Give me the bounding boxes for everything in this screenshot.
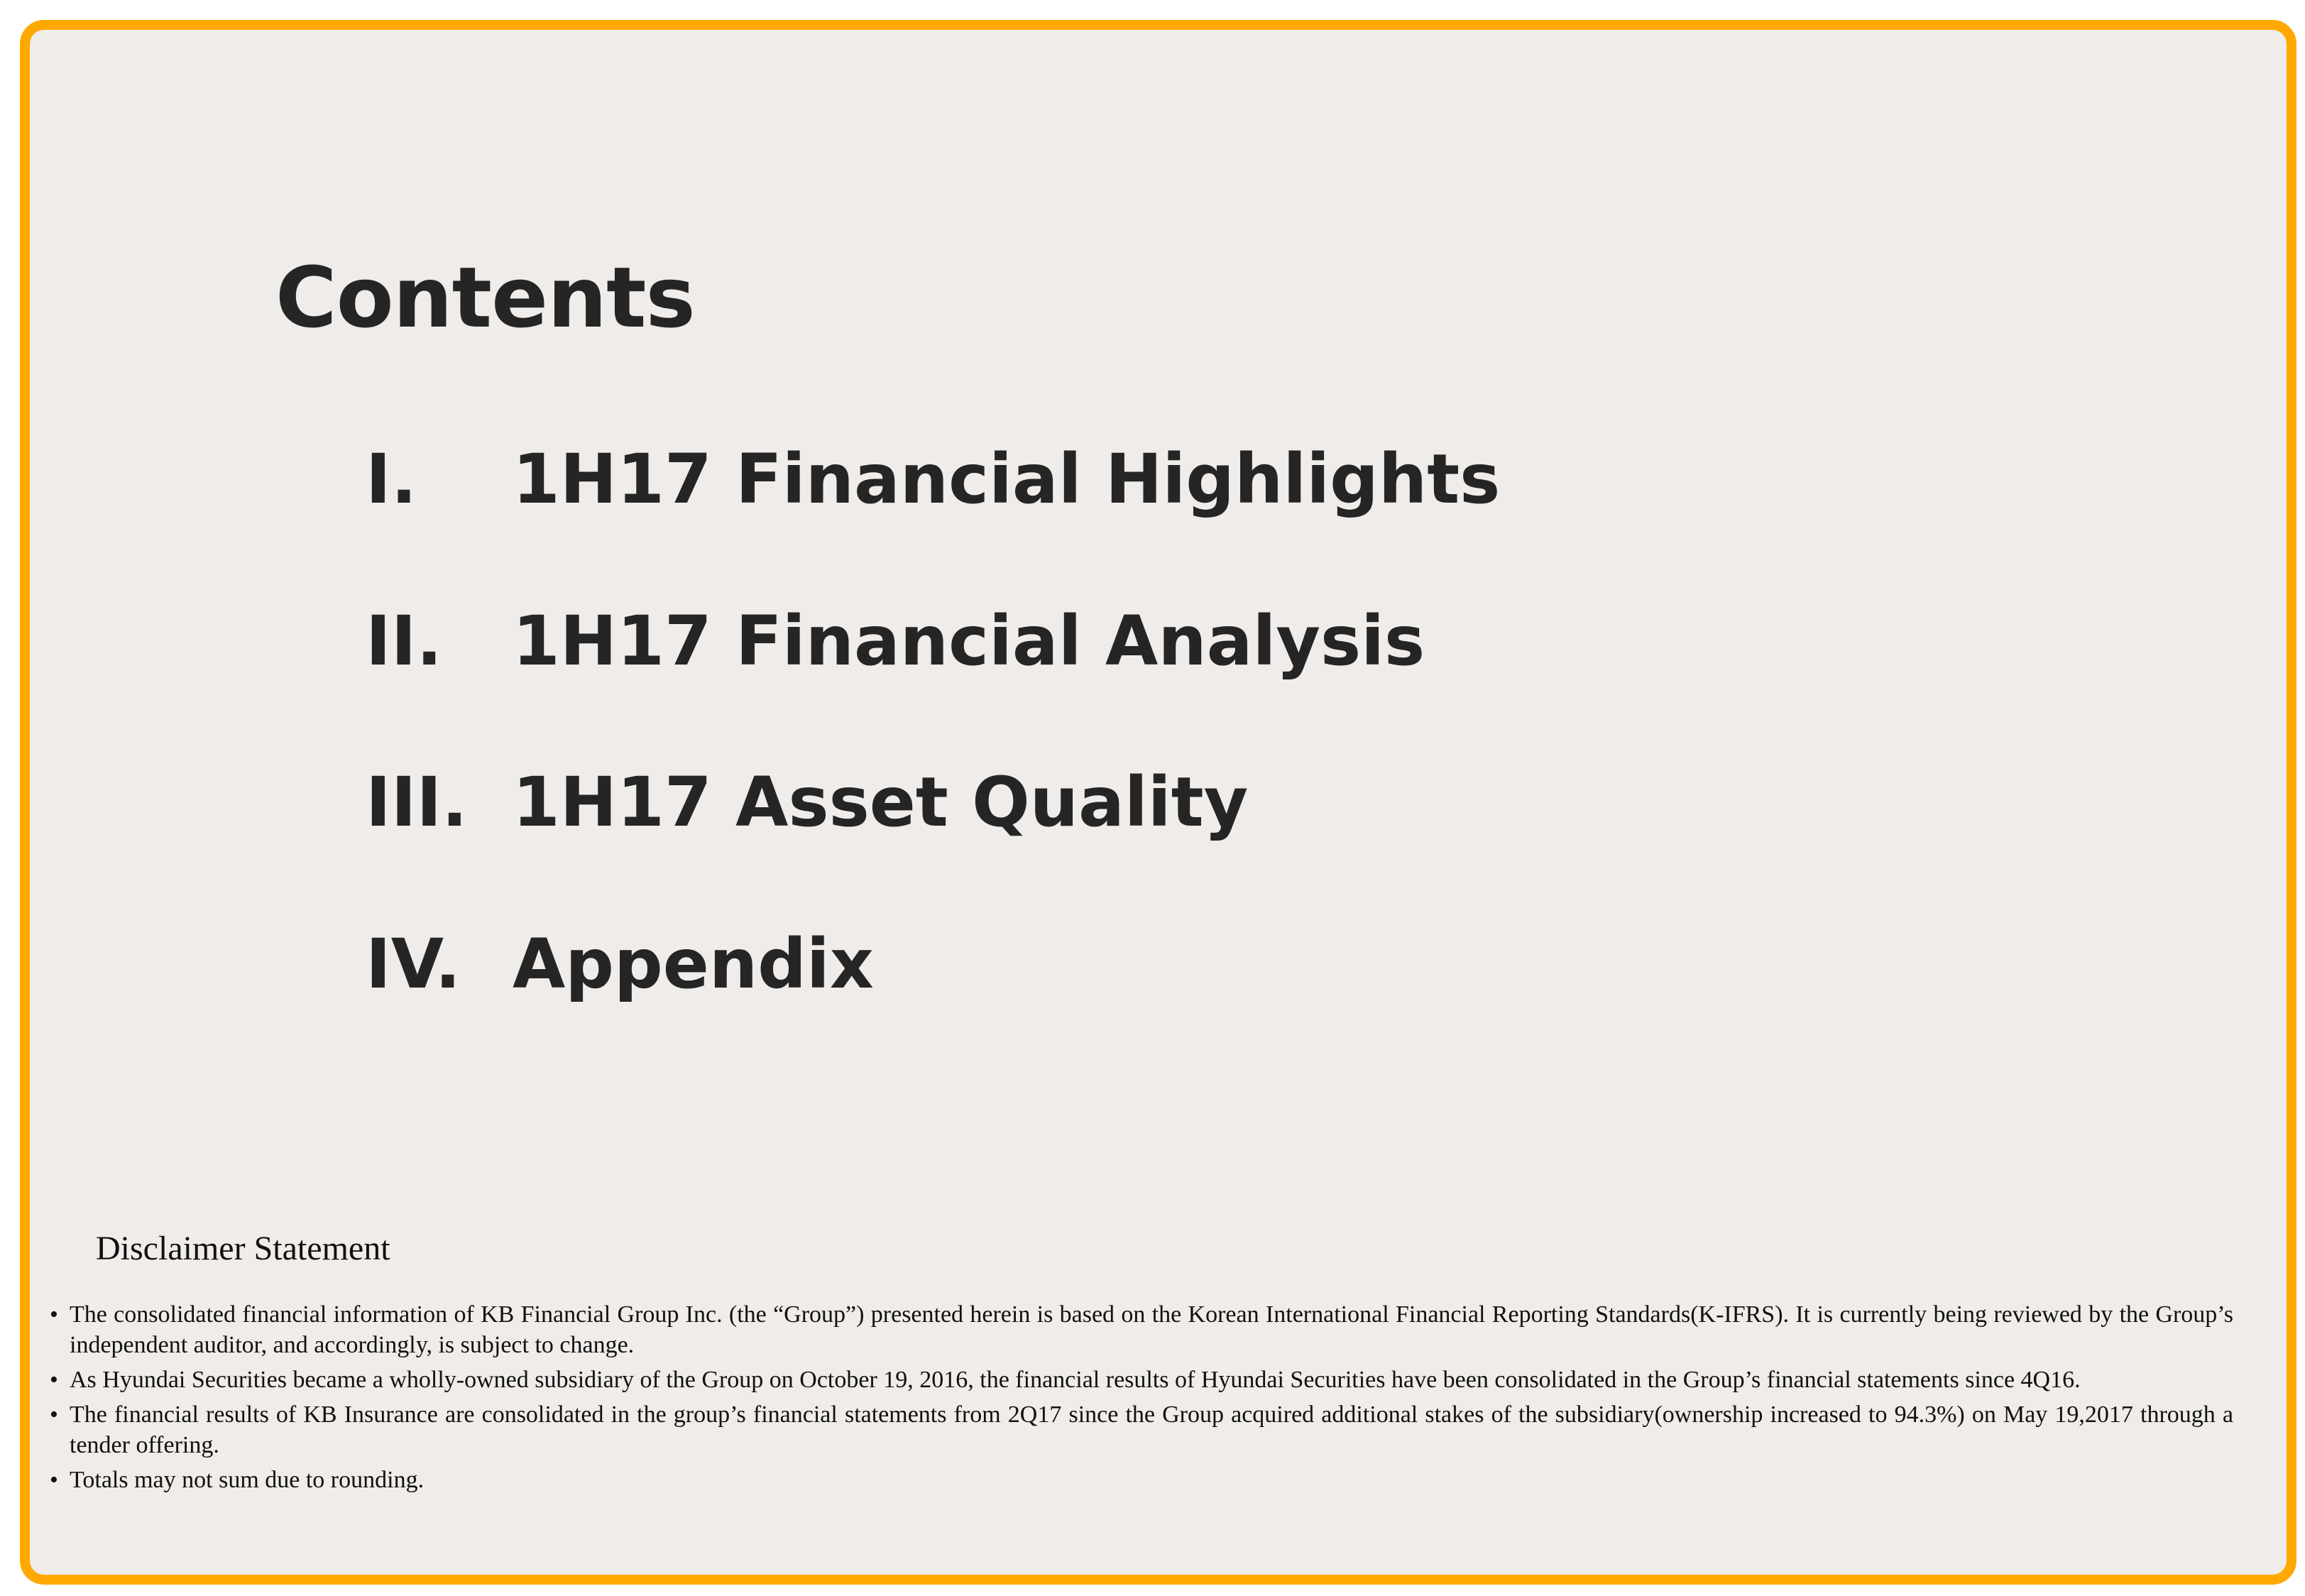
bullet-icon: •	[50, 1367, 58, 1393]
contents-title: Contents	[275, 248, 695, 346]
disclaimer-list	[50, 1299, 2233, 1499]
disclaimer-item-text: The financial results of KB Insurance are consolidated in the group’s financial statements from 2Q17 since the Group acquired additional stakes of the subsidiary(ownership increased to 94.3%) on May 19,2017 through a tender offering.	[70, 1401, 2233, 1458]
toc-item-label: 1H17 Financial Analysis	[513, 601, 1425, 681]
disclaimer-item-text: As Hyundai Securities became a wholly-owned subsidiary of the Group on October 19, 2016, the financial results of Hyundai Securities have been consolidated in the Group’s financial statements since 4Q16.	[70, 1367, 2081, 1393]
disclaimer-title: Disclaimer Statement	[96, 1230, 390, 1267]
disclaimer-item	[50, 1365, 2233, 1395]
disclaimer-item-text: The consolidated financial information of KB Financial Group Inc. (the “Group”) presented herein is based on the Korean International Financial Reporting Standards(K-IFRS). It is currently being reviewed by the Group’s independent auditor, and accordingly, is subject to change.	[70, 1301, 2233, 1358]
toc-item-number: IV.	[366, 924, 461, 1004]
toc-item-label: Appendix	[513, 924, 874, 1004]
disclaimer-item	[50, 1465, 2233, 1495]
bullet-icon: •	[50, 1301, 58, 1328]
toc-item-number: III.	[366, 763, 468, 842]
disclaimer-item-text: Totals may not sum due to rounding.	[70, 1467, 425, 1493]
toc-item-label: 1H17 Asset Quality	[513, 763, 1249, 842]
disclaimer-item	[50, 1399, 2233, 1460]
toc-item-label: 1H17 Financial Highlights	[513, 439, 1501, 519]
bullet-icon: •	[50, 1467, 58, 1493]
toc-item-number: I.	[366, 439, 417, 519]
bullet-icon: •	[50, 1401, 58, 1428]
toc-item-number: II.	[366, 601, 442, 681]
disclaimer-item	[50, 1299, 2233, 1360]
